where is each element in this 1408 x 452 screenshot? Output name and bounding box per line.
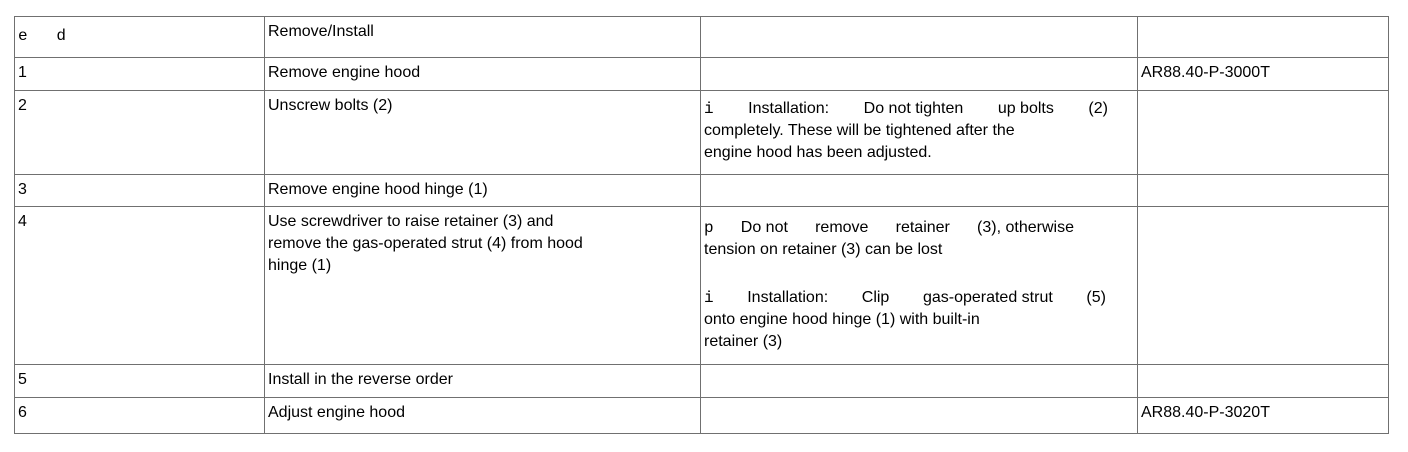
installation-info-icon: i (704, 289, 714, 307)
header-reference-cell (1138, 17, 1389, 58)
table-row (15, 207, 1389, 365)
header-step-cell (15, 17, 265, 58)
step-action: Remove engine hood (265, 58, 701, 91)
step-reference (1138, 58, 1389, 91)
step-reference (1138, 175, 1389, 207)
step-action: Remove engine hood hinge (1) (265, 175, 701, 207)
table-header-row (15, 17, 1389, 58)
table-row (15, 91, 1389, 175)
reference-link[interactable]: AR88.40-P-3020T (1141, 404, 1270, 421)
reference-link[interactable]: AR88.40-P-3000T (1141, 64, 1270, 81)
step-reference (1138, 207, 1389, 365)
step-action: Use screwdriver to raise retainer (3) and remove the gas-operated strut (4) from hood hinge (1) (265, 207, 701, 365)
header-step-label: e d (18, 27, 67, 45)
table-row (15, 365, 1389, 398)
step-number: 5 (15, 365, 265, 398)
table-row (15, 398, 1389, 434)
step-reference (1138, 365, 1389, 398)
header-action-label: Remove/Install (268, 23, 374, 40)
step-notes (701, 207, 1138, 365)
step-notes (701, 91, 1138, 175)
table-row (15, 175, 1389, 207)
header-notes-cell (701, 17, 1138, 58)
step-notes (701, 365, 1138, 398)
step-notes (701, 398, 1138, 434)
step-notes (701, 58, 1138, 91)
step-number: 1 (15, 58, 265, 91)
installation-note: i Installation: Do not tighten up bolts (2) completely. These will be tightened after the engine hood has been adjusted. (704, 100, 1108, 161)
step-number: 3 (15, 175, 265, 207)
step-number: 2 (15, 91, 265, 175)
step-action: Unscrew bolts (2) (265, 91, 701, 175)
step-notes (701, 175, 1138, 207)
step-reference (1138, 91, 1389, 175)
step-number: 6 (15, 398, 265, 434)
header-action-cell (265, 17, 701, 58)
step-number: 4 (15, 207, 265, 365)
procedure-table (14, 16, 1389, 434)
step-reference (1138, 398, 1389, 434)
step-action: Adjust engine hood (265, 398, 701, 434)
caution-icon: p (704, 219, 714, 237)
table-row (15, 58, 1389, 91)
installation-note: i Installation: Clip gas-operated strut (5) onto engine hood hinge (1) with built-in retainer (3) (704, 289, 1106, 350)
installation-info-icon: i (704, 100, 714, 118)
step-action: Install in the reverse order (265, 365, 701, 398)
caution-note: p Do not remove retainer (3), otherwise tension on retainer (3) can be lost (704, 219, 1074, 258)
